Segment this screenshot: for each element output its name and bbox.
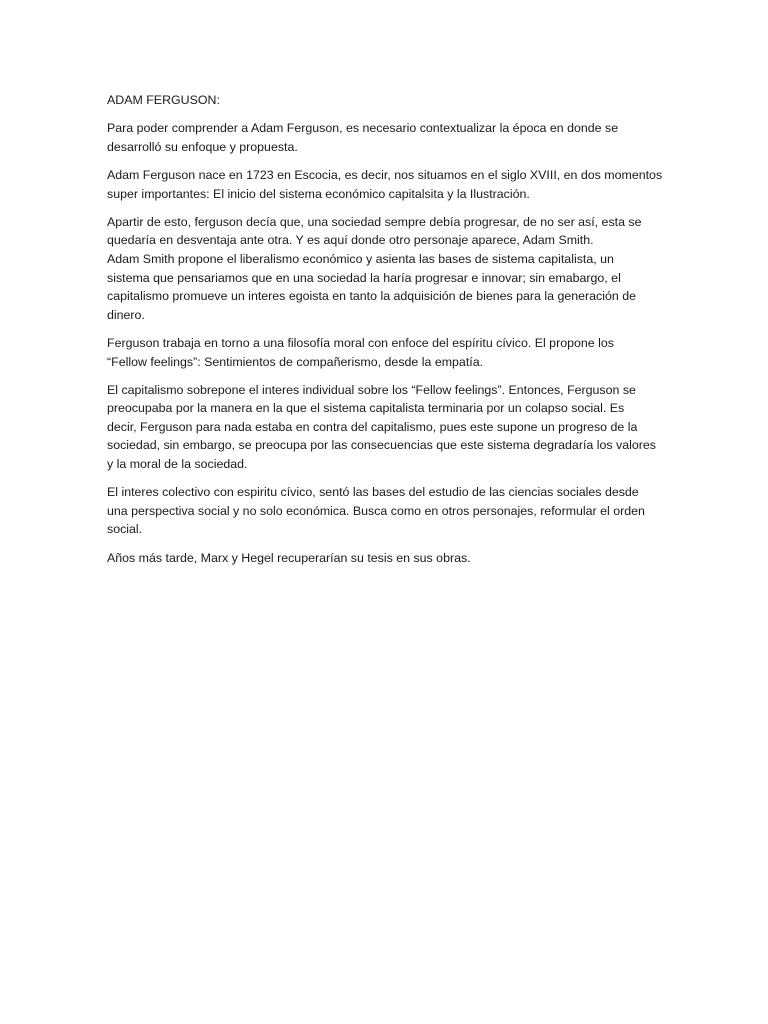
paragraph-line: El interes colectivo con espiritu cívico, sentó las bases del estudio de las ciencias sociales desde <box>107 485 639 500</box>
document-body <box>107 91 663 577</box>
paragraph-line: dinero. <box>107 307 145 322</box>
paragraph-line: social. <box>107 522 143 537</box>
paragraph-line: Apartir de esto, ferguson decía que, una sociedad sempre debía progresar, de no ser así, esta se <box>107 214 642 229</box>
paragraph-legacy <box>107 549 663 568</box>
paragraph-line: una perspectiva social y no solo económica. Busca como en otros personajes, reformular el orden <box>107 503 645 518</box>
paragraph-line: sistema que pensariamos que en una sociedad la haría progresar e innovar; sin emabargo, el <box>107 270 621 285</box>
paragraph-line: Adam Smith propone el liberalismo económico y asienta las bases de sistema capitalista, un <box>107 251 614 266</box>
paragraph-moral-philosophy <box>107 334 663 371</box>
paragraph-line: “Fellow feelings”: Sentimientos de compañerismo, desde la empatía. <box>107 354 484 369</box>
paragraph-capitalism <box>107 381 663 474</box>
paragraph-line: preocupaba por la manera en la que el sistema capitalista terminaria por un colapso social. Es <box>107 401 625 416</box>
paragraph-context <box>107 119 663 156</box>
paragraph-line: Adam Ferguson nace en 1723 en Escocia, es decir, nos situamos en el siglo XVIII, en dos momentos <box>107 167 663 182</box>
paragraph-line: desarrolló su enfoque y propuesta. <box>107 139 298 154</box>
paragraph-line: Para poder comprender a Adam Ferguson, es necesario contextualizar la época en donde se <box>107 121 619 136</box>
paragraph-birth <box>107 166 663 203</box>
paragraph-progress <box>107 213 663 325</box>
paragraph-line: Ferguson trabaja en torno a una filosofía moral con enfoce del espíritu cívico. El propone los <box>107 335 614 350</box>
paragraph-line: Años más tarde, Marx y Hegel recuperarían su tesis en sus obras. <box>107 550 471 565</box>
paragraph-line: sociedad, sin embargo, se preocupa por las consecuencias que este sistema degradaría los valores <box>107 438 656 453</box>
title-text: ADAM FERGUSON: <box>107 93 220 107</box>
paragraph-line: capitalismo promueve un interes egoista en tanto la adquisición de bienes para la generación de <box>107 289 637 304</box>
paragraph-line: El capitalismo sobrepone el interes individual sobre los “Fellow feelings”. Entonces, Ferguson se <box>107 382 636 397</box>
paragraph-line: super importantes: El inicio del sistema económico capitalsita y la Ilustración. <box>107 186 530 201</box>
paragraph-line: decir, Ferguson para nada estaba en contra del capitalismo, pues este supone un progreso de la <box>107 419 638 434</box>
paragraph-line: y la moral de la sociedad. <box>107 457 248 472</box>
paragraph-line: quedaría en desventaja ante otra. Y es aquí donde otro personaje aparece, Adam Smith. <box>107 233 594 248</box>
document-title <box>107 91 663 110</box>
paragraph-collective-interest <box>107 483 663 539</box>
